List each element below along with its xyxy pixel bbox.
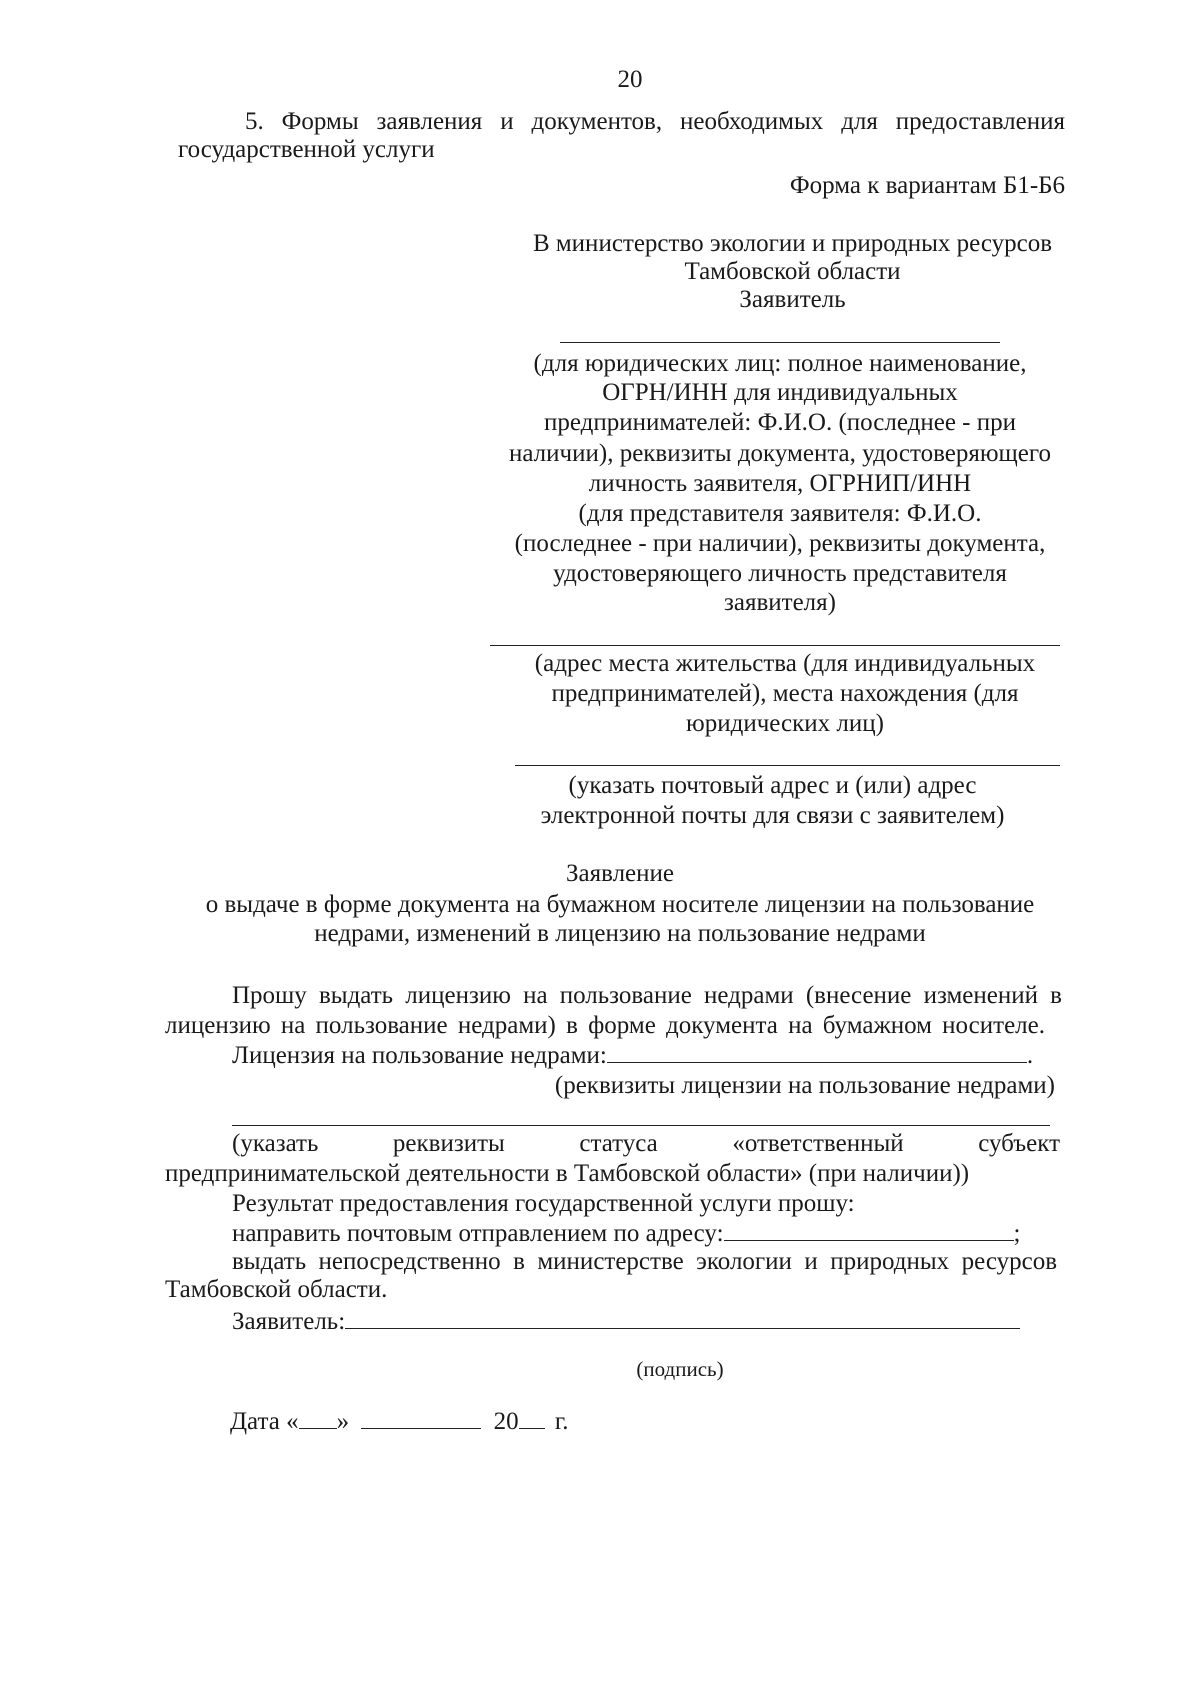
license-label: Лицензия на пользование недрами:: [232, 1042, 607, 1069]
address-line[interactable]: [490, 645, 1060, 646]
application-subtitle-line2: недрами, изменений в лицензию на пользование недрами: [314, 920, 926, 947]
addressee-line3: Заявитель: [739, 286, 846, 313]
date-mid: »: [336, 1408, 350, 1435]
applicant-hint-line: наличии), реквизиты документа, удостоверяющего: [508, 440, 1052, 467]
application-subtitle-line1: о выдаче в форме документа на бумажном носителе лицензии на пользование: [205, 891, 1035, 918]
addressee-line2: Тамбовской области: [684, 258, 901, 285]
applicant-hint-line: удостоверяющего личность представителя: [553, 560, 1007, 587]
applicant-signature-line[interactable]: [345, 1306, 1020, 1329]
addressee-line1: В министерство экологии и природных ресурсов: [532, 230, 1053, 257]
date-row: [230, 1406, 569, 1436]
license-row: [232, 1040, 1033, 1070]
send-label: направить почтовым отправлением по адресу:: [232, 1220, 724, 1247]
contact-hint-line: электронной почты для связи с заявителем): [540, 802, 1005, 829]
applicant-hint-line: заявителя): [724, 589, 836, 616]
license-hint: (реквизиты лицензии на пользование недрами): [554, 1072, 1055, 1099]
status-hint-line2: предпринимательской деятельности в Тамбовской области» (при наличии)): [165, 1160, 970, 1187]
address-hint-line: (адрес места жительства (для индивидуальных: [534, 650, 1036, 677]
applicant-hint-line: ОГРН/ИНН для индивидуальных: [602, 379, 958, 406]
applicant-signature-row: [232, 1306, 1020, 1336]
send-end: ;: [1013, 1220, 1021, 1247]
date-prefix: Дата «: [230, 1408, 299, 1435]
request-line2: лицензию на пользование недрами) в форме документа на бумажном носителе.: [165, 1012, 1045, 1039]
signature-hint: (подпись): [636, 1357, 724, 1381]
issue-line2: Тамбовской области.: [165, 1276, 388, 1303]
section-heading-line1: 5. Формы заявления и документов, необходимых для предоставления: [245, 108, 1065, 135]
license-input-line[interactable]: [607, 1040, 1027, 1063]
result-label: Результат предоставления государственной услуги прошу:: [232, 1190, 855, 1217]
date-month-input-line[interactable]: [361, 1406, 481, 1429]
date-year-prefix: 20: [493, 1408, 519, 1435]
form-label: Форма к вариантам Б1-Б6: [789, 172, 1065, 199]
applicant-hint-line: (для юридических лиц: полное наименование,: [533, 350, 1027, 377]
address-hint-line: предпринимателей), места нахождения (для: [551, 680, 1019, 707]
applicant-name-line[interactable]: [560, 342, 1000, 343]
address-hint-line: юридических лиц): [686, 710, 884, 737]
page-number: 20: [617, 66, 643, 93]
applicant-hint-line: предпринимателей: Ф.И.О. (последнее - при: [543, 409, 1017, 436]
issue-line1: выдать непосредственно в министерстве экологии и природных ресурсов: [232, 1248, 1057, 1275]
send-address-input-line[interactable]: [724, 1218, 1014, 1241]
license-end: .: [1026, 1042, 1034, 1069]
date-year-input-line[interactable]: [519, 1406, 545, 1429]
send-row: [232, 1218, 1021, 1248]
applicant-label: Заявитель:: [232, 1308, 346, 1335]
contact-hint-line: (указать почтовый адрес и (или) адрес: [568, 772, 977, 799]
request-line1: Прошу выдать лицензию на пользование недрами (внесение изменений в: [232, 982, 1062, 1009]
applicant-hint-line: (последнее - при наличии), реквизиты документа,: [514, 530, 1046, 557]
applicant-hint-line: (для представителя заявителя: Ф.И.О.: [578, 500, 982, 527]
status-line[interactable]: [232, 1125, 1050, 1126]
section-heading-line2: государственной услуги: [178, 136, 435, 163]
status-hint-line1: (указать реквизиты статуса «ответственный субъект: [232, 1130, 1060, 1157]
contact-line[interactable]: [515, 765, 1060, 766]
applicant-hint-line: личность заявителя, ОГРНИП/ИНН: [588, 470, 972, 497]
date-suffix: г.: [554, 1408, 569, 1435]
date-day-input-line[interactable]: [299, 1406, 337, 1429]
application-title: Заявление: [565, 860, 675, 887]
